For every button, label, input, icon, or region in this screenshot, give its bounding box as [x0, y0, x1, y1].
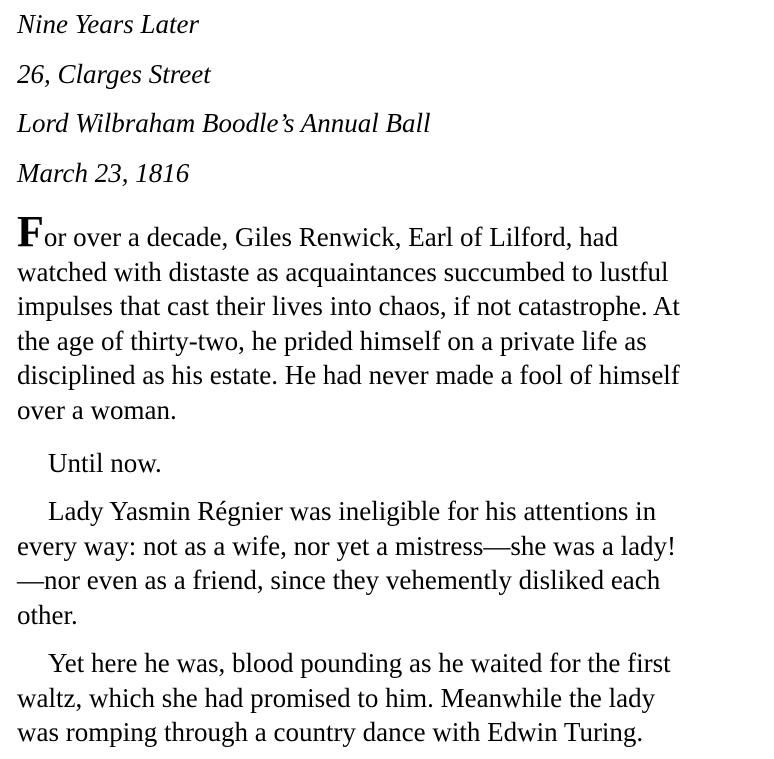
chapter-event-heading: Lord Wilbraham Boodle’s Annual Ball: [17, 108, 431, 138]
paragraph-line: the age of thirty-two, he prided himself on a private life as: [17, 325, 647, 356]
paragraph-4: [17, 646, 762, 750]
chapter-time-heading: Nine Years Later: [17, 9, 200, 39]
chapter-address-heading: 26, Clarges Street: [17, 59, 211, 89]
paragraph-line: Until now.: [48, 448, 162, 478]
paragraph-line: every way: not as a wife, nor yet a mistress—she was a lady!: [17, 530, 677, 561]
paragraph-line: watched with distaste as acquaintances succumbed to lustful: [17, 256, 669, 287]
chapter-date-heading: March 23, 1816: [17, 158, 190, 188]
paragraph-line: was romping through a country dance with Edwin Turing.: [17, 717, 644, 747]
paragraph-line: impulses that cast their lives into chaos, if not catastrophe. At: [17, 291, 680, 321]
paragraph-line: [17, 207, 762, 256]
paragraph-line: over a woman.: [17, 394, 177, 425]
paragraph-line: other.: [17, 599, 78, 630]
paragraph-line-text: or over a decade, Giles Renwick, Earl of Lilford, had: [43, 222, 619, 252]
drop-cap: F: [17, 207, 44, 256]
paragraph-line: waltz, which she had promised to him. Meanwhile the lady: [17, 682, 656, 713]
paragraph-line: —nor even as a friend, since they vehemently disliked each: [17, 565, 661, 595]
paragraph-2: [17, 446, 762, 481]
paragraph-line: Yet here he was, blood pounding as he waited for the first: [48, 648, 671, 678]
paragraph-line: Lady Yasmin Régnier was ineligible for his attentions in: [48, 496, 657, 526]
paragraph-1: [17, 207, 762, 427]
paragraph-line: disciplined as his estate. He had never made a fool of himself: [17, 360, 680, 390]
paragraph-3: [17, 494, 762, 632]
